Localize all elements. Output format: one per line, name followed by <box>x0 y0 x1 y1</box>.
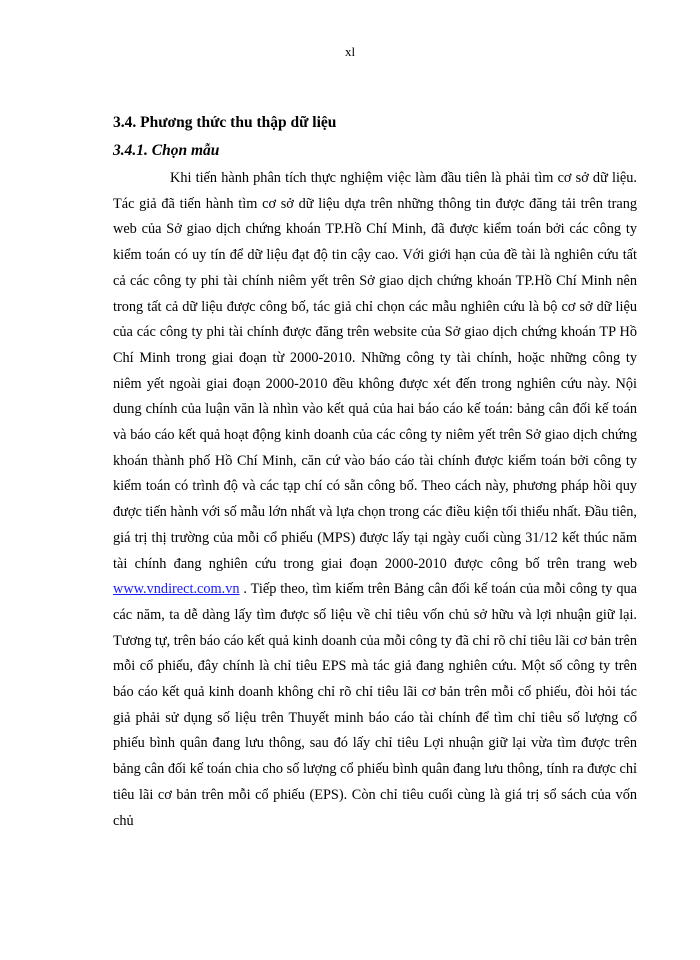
vndirect-link[interactable]: www.vndirect.com.vn <box>113 581 240 598</box>
subsection-heading: 3.4.1. Chọn mẫu <box>113 142 220 159</box>
paragraph-text-part1: Khi tiến hành phân tích thực nghiệm việc làm đầu tiên là phải tìm cơ sở dữ liệu. Tác giả đã tiến hành tìm cơ sở dữ liệu dựa trên những thông tin được đăng tải trên trang web của Sở giao dịch chứng khoán TP.Hồ Chí Minh, đã được kiểm toán bởi các công ty kiểm toán có uy tín để dữ liệu đạt độ tin cậy cao. Với giới hạn của đề tài là nghiên cứu tất cả các công ty phi tài chính niêm yết trên Sở giao dịch chứng khoán TP.Hồ Chí Minh nên trong tất cả dữ liệu được công bố, tác giả chỉ chọn các mẫu nghiên cứu là bộ cơ sở dữ liệu của các công ty phi tài chính được đăng trên website của Sở giao dịch chứng khoán TP Hồ Chí Minh trong giai đoạn từ 2000-2010. Những công ty tài chính, hoặc những công ty niêm yết ngoài giai đoạn 2000-2010 đều không được xét đến trong nghiên cứu này. Nội dung chính của luận văn là nhìn vào kết quả của hai báo cáo kế toán: bảng cân đối kế toán và báo cáo kết quả hoạt động kinh doanh của các công ty niêm yết trên Sở giao dịch chứng khoán thành phố Hồ Chí Minh, căn cứ vào báo cáo tài chính được kiểm toán bởi công ty kiểm toán có trình độ và các tạp chí có sẵn công bố. Theo cách này, phương pháp hồi quy được tiến hành với số mẫu lớn nhất và lựa chọn trong các điều kiện tối thiểu nhất. Đầu tiên, giá trị thị trường của mỗi cổ phiếu (MPS) được lấy tại ngày cuối cùng 31/12 kết thúc năm tài chính đang nghiên cứu trong giai đoạn 2000-2010 được công bố trên trang web <box>113 170 637 572</box>
paragraph-text-part2: . Tiếp theo, tìm kiếm trên Bảng cân đối kế toán của mỗi công ty qua các năm, ta dễ dàng lấy tìm được số liệu về chỉ tiêu vốn chủ sở hữu và lợi nhuận giữ lại. Tương tự, trên báo cáo kết quả kinh doanh của mỗi công ty đã chỉ rõ chỉ tiêu lãi cơ bản trên mỗi cổ phiếu, đây chính là chỉ tiêu EPS mà tác giả đang nghiên cứu. Một số công ty trên báo cáo kết quả kinh doanh không chỉ rõ chỉ tiêu lãi cơ bản trên mỗi cổ phiếu, đòi hỏi tác giả phải sử dụng số liệu trên Thuyết minh báo cáo tài chính để tìm chỉ tiêu số lượng cổ phiếu bình quân đang lưu thông, sau đó lấy chỉ tiêu Lợi nhuận giữ lại vừa tìm được trên bảng cân đối kế toán chia cho số lượng cổ phiếu bình quân đang lưu thông, tính ra được chỉ tiêu lãi cơ bản trên mỗi cổ phiếu (EPS). Còn chỉ tiêu cuối cùng là giá trị sổ sách của vốn chủ <box>113 581 637 829</box>
page-number: xl <box>344 44 356 59</box>
body-paragraph <box>113 166 637 834</box>
section-heading: 3.4. Phương thức thu thập dữ liệu <box>113 114 337 131</box>
